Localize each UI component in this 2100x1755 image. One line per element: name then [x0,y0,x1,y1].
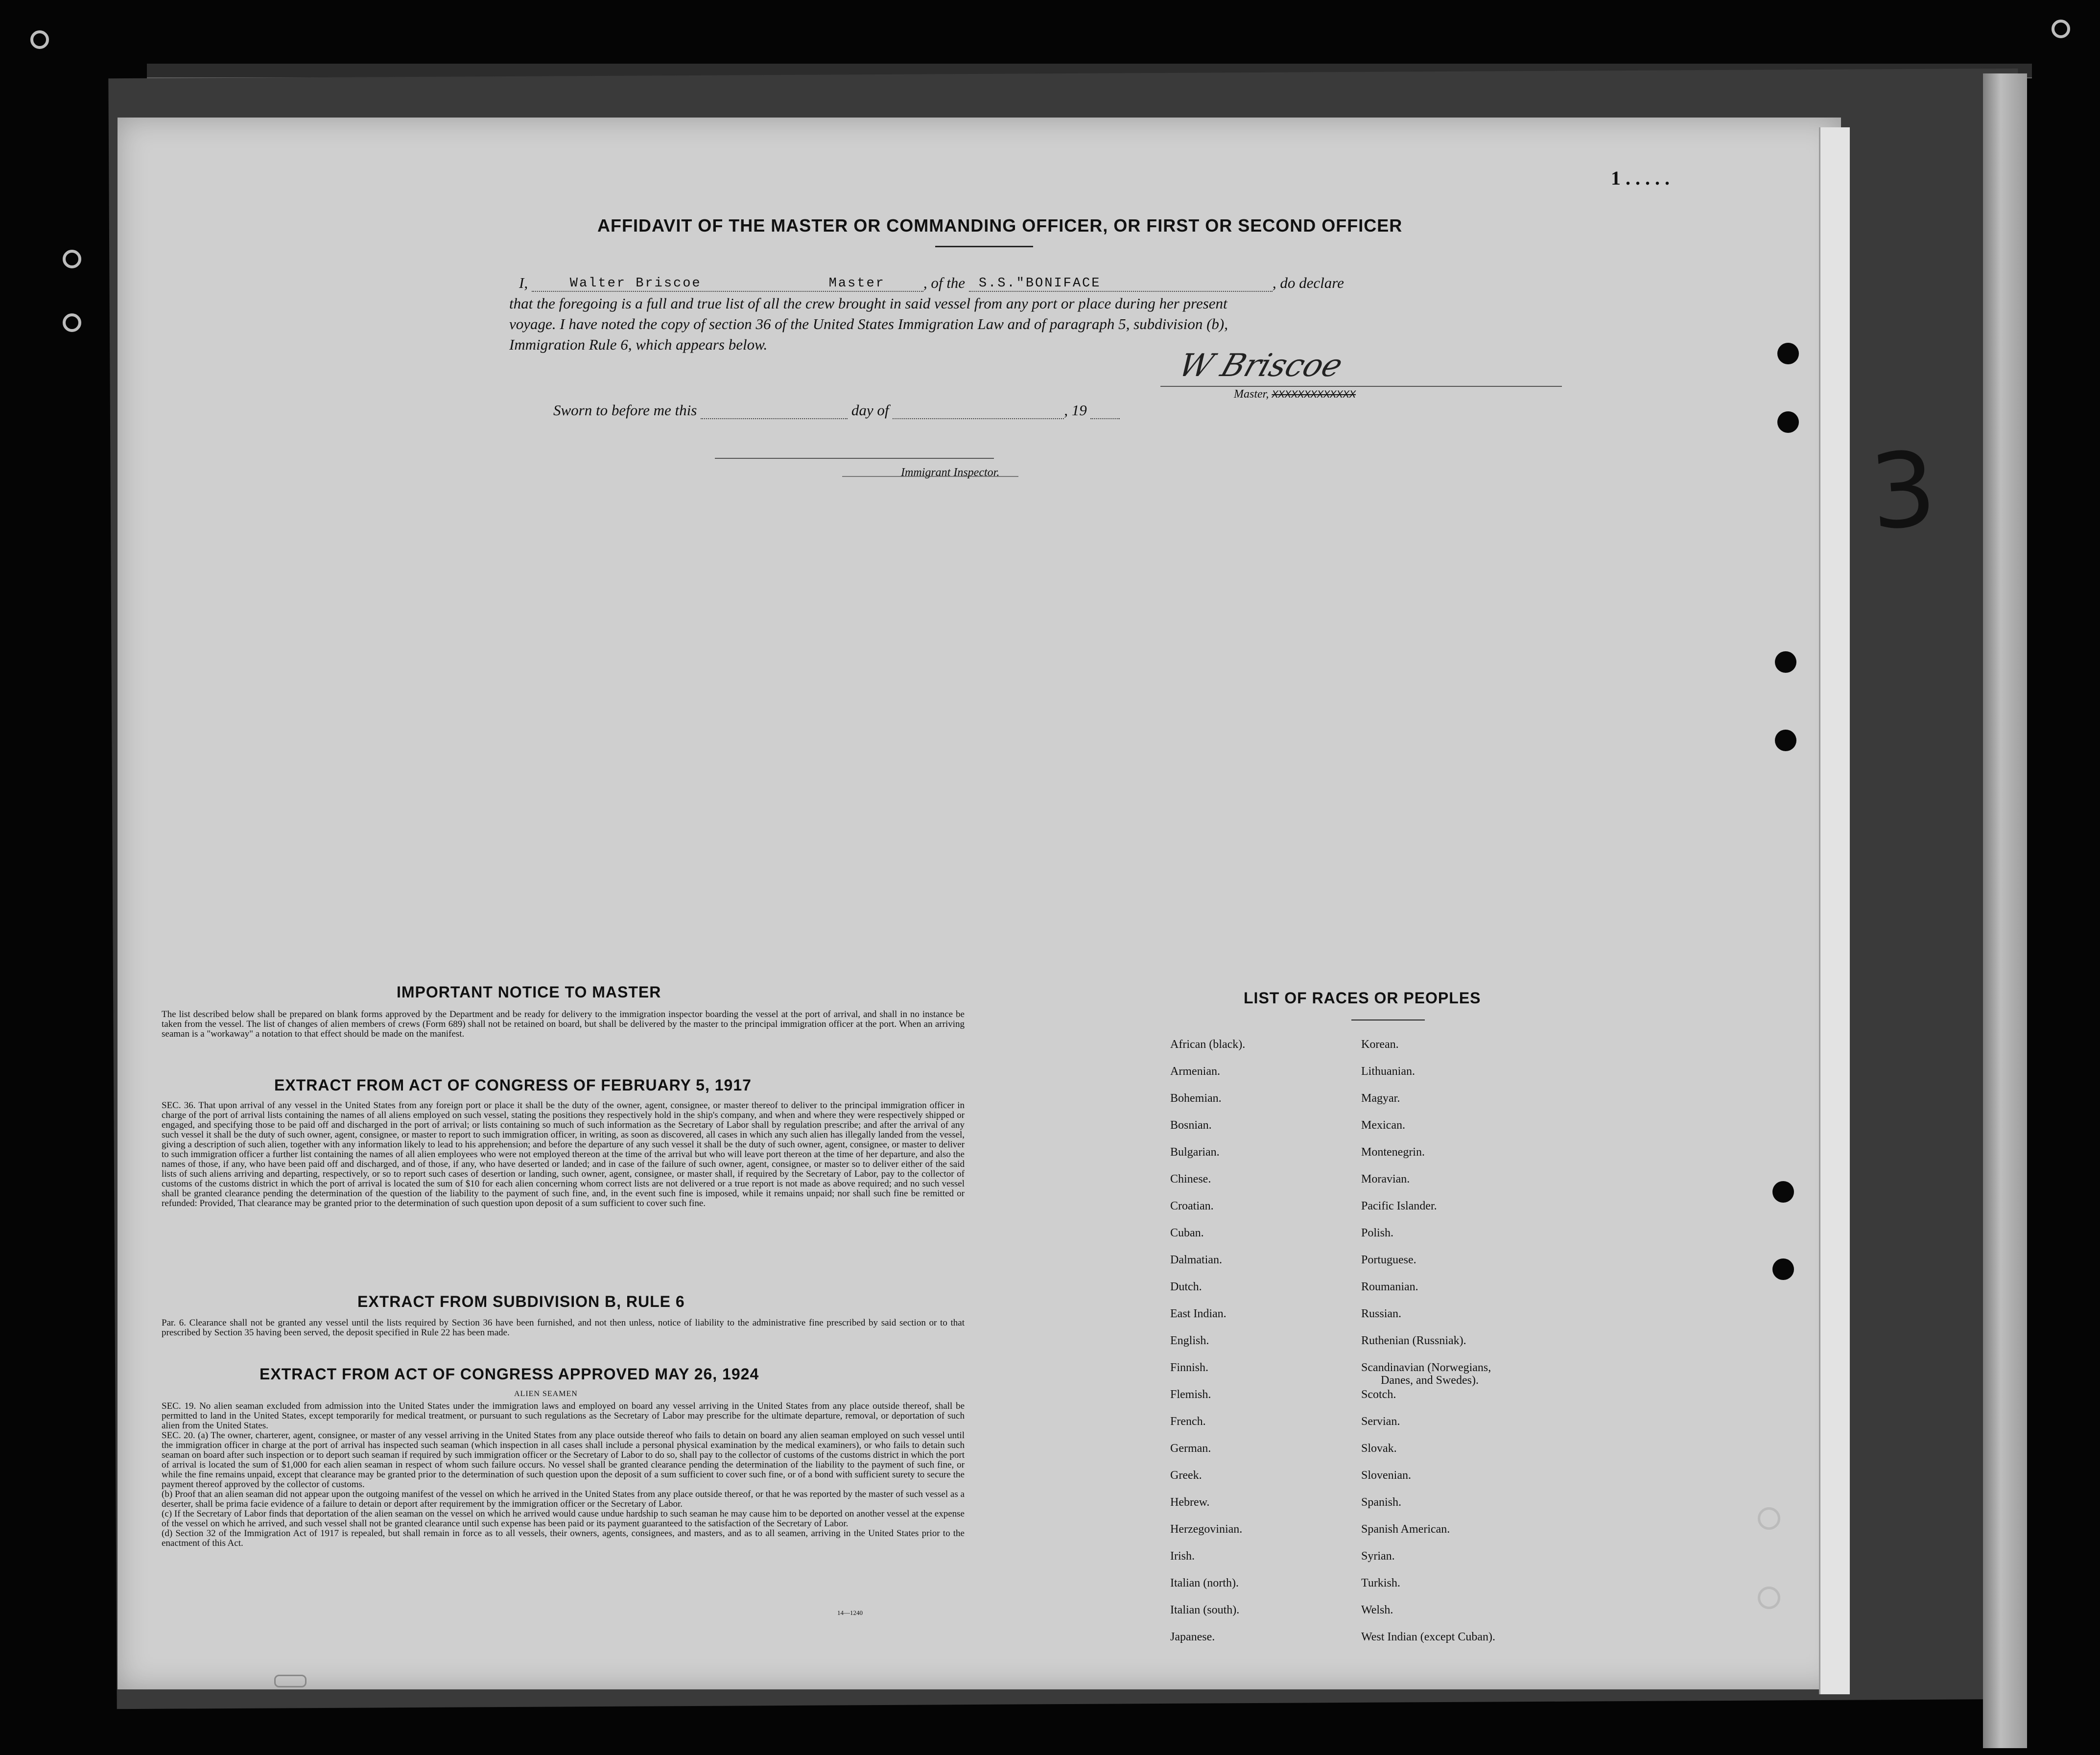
year-label: , 19 [1064,402,1087,419]
race-item: East Indian. [1170,1307,1227,1320]
affidavit-line-3: voyage. I have noted the copy of section 36 of the United States Immigration Law and of paragraph 5, subdivision (b), [509,315,1228,332]
race-item: Pacific Islander. [1361,1200,1437,1212]
races-title: LIST OF RACES OR PEOPLES [1244,989,1481,1007]
punch-hole-ring [1758,1507,1780,1530]
race-item: Slovenian. [1361,1469,1411,1482]
extract-1924-title: EXTRACT FROM ACT OF CONGRESS APPROVED MAY 26, 1924 [260,1365,759,1383]
sworn-day-field [701,418,848,419]
race-item: Bosnian. [1170,1119,1212,1132]
sworn-line [553,402,1120,419]
of-the-label: , of the [923,274,966,291]
race-item: Servian. [1361,1415,1400,1428]
race-item: Mexican. [1361,1119,1405,1132]
race-item-continued: Danes, and Swedes). [1381,1374,1479,1387]
declare-label: , do declare [1272,274,1344,291]
race-item: Spanish American. [1361,1523,1450,1536]
race-item: Italian (south). [1170,1604,1240,1616]
race-item: Herzegovinian. [1170,1523,1243,1536]
extract-1924-para: (b) Proof that an alien seaman did not appear upon the outgoing manifest of the vessel on which he arrived in the United States from any place outside thereof, or that he was reported by the master of such vessel as a deserter, shall be prima facie evidence of a failure to detain or deport after requirement by the immigration officer or the Secretary of Labor. [162,1489,965,1509]
extract-1924-body [162,1401,965,1548]
race-item: English. [1170,1334,1209,1347]
race-item: Dalmatian. [1170,1254,1222,1266]
race-item: Bohemian. [1170,1092,1222,1105]
race-item: Armenian. [1170,1065,1220,1078]
race-item: Finnish. [1170,1361,1209,1374]
sworn-month-field [893,418,1064,419]
punch-hole [1777,343,1799,364]
punch-hole [1775,651,1796,673]
race-item: Irish. [1170,1550,1195,1563]
signature-line [1160,386,1562,387]
race-item: Chinese. [1170,1173,1211,1186]
manifest-page [118,118,1940,1689]
extract-1924-para: (d) Section 32 of the Immigration Act of 1917 is repealed, but shall remain in force as to all vessels, their owners, agents, consignees, and masters, and as to all seamen, arriving in the United States prior to the enactment of this Act. [162,1528,965,1548]
race-item: Korean. [1361,1038,1399,1051]
punch-hole-ring [1758,1587,1780,1609]
race-item: Greek. [1170,1469,1202,1482]
i-label: I, [519,274,528,291]
race-item: Roumanian. [1361,1281,1418,1293]
vessel-field [969,276,1273,292]
clip-mark [274,1675,307,1687]
race-item: Lithuanian. [1361,1065,1415,1078]
affidavit-title: AFFIDAVIT OF THE MASTER OR COMMANDING OFFICER, OR FIRST OR SECOND OFFICER [597,215,1403,236]
binding-hole [2052,20,2070,38]
title-rule [935,246,1033,247]
race-item: French. [1170,1415,1206,1428]
extract-1924-para: SEC. 19. No alien seaman excluded from admission into the United States under the immigration laws and employed on board any vessel arriving in the United States from any place outside thereof, shall be permitted to land in the United States, except temporarily for medical treatment, or pursuant to such regulations as the Secretary of Labor may prescribe for the ultimate departure, removal, or deportation of such alien from the United States. [162,1401,965,1431]
punch-hole [1775,730,1796,751]
race-item: Montenegrin. [1361,1146,1425,1159]
inspector-label: Immigrant Inspector. [901,466,1000,479]
extract-1924-para: (c) If the Secretary of Labor finds that deportation of the alien seaman on the vessel on which he arrived would cause undue hardship to such seaman he may cause him to be deported on another vessel at the expense of the vessel on which he arrived, and such vessel shall not be granted clearance until such expense has been paid or its payment guaranteed to the satisfaction of the Secretary of Labor. [162,1509,965,1529]
vessel-name: S.S."BONIFACE [978,276,1101,291]
struck-title: XXXXXXXXXXXXX [1272,389,1356,401]
notice-text: The list described below shall be prepared on blank forms approved by the Department and be ready for delivery to the immigration inspector boarding the vessel at the port of arrival, and shall in no instance be taken from the vessel. The list of changes of alien members of crews (Form 689) shall not be retained on board, but shall be delivered by the master to the principal immigration officer at the port. When an arriving seaman is a "workaway" a notation to that effect should be made on the manifest. [162,1009,965,1039]
race-item: Ruthenian (Russniak). [1361,1334,1466,1347]
race-item: Magyar. [1361,1092,1400,1105]
affidavit-line-4: Immigration Rule 6, which appears below. [509,336,768,353]
race-item: Moravian. [1361,1173,1410,1186]
punch-hole [1777,411,1799,433]
declarant-field [532,276,923,292]
race-item: Flemish. [1170,1388,1211,1401]
affidavit-line-1 [519,274,1344,292]
race-item: Croatian. [1170,1200,1214,1212]
declarant-rank: Master [828,276,885,291]
subdivision-b-text: Par. 6. Clearance shall not be granted any vessel until the lists required by Section 36 have been furnished, and not then unless, notice of liability to the administrative fine prescribed by said section or to that prescribed by Section 35 having been served, the deposit specified in Rule 22 has been made. [162,1318,965,1338]
race-item: Portuguese. [1361,1254,1416,1266]
handwritten-page-number: 3 [1866,428,1940,553]
sworn-label: Sworn to before me this [553,402,697,419]
corner-mark: 1 . . . . . [1611,167,1670,189]
race-item: Cuban. [1170,1227,1204,1239]
binding-hole [63,313,81,332]
race-item: German. [1170,1442,1211,1455]
affidavit-line-2: that the foregoing is a full and true list of all the crew brought in said vessel from any port or place during her present [509,295,1227,312]
extract-1924-para: SEC. 20. (a) The owner, charterer, agent, consignee, or master of any vessel arriving in the United States from any place outside thereof who fails to detain on board any alien seaman employed on such vessel until the immigration officer in charge at the port of arrival has inspected such seaman (which inspection in all cases shall include a personal physical examination by the medical examiners), or who fails to detain such seaman on board after such inspection or to deport such seaman if required by such immigration officer or the Secretary of Labor to do so, shall pay to the collector of customs of the customs district in which the port of arrival is located the sum of $1,000 for each alien seaman in respect of whom such failure occurs. No vessel shall be granted clearance pending the determination of the liability to the payment of such fine, or while the fine remains unpaid, except that clearance may be granted prior to the determination of such question upon the deposit of a sum sufficient to cover such fine, or of a bond with sufficient surety to secure the payment thereof approved by the collector of customs. [162,1430,965,1490]
signature-caption-text: Master, [1234,388,1272,401]
subdivision-b-title: EXTRACT FROM SUBDIVISION B, RULE 6 [357,1293,685,1310]
extract-1917-title: EXTRACT FROM ACT OF CONGRESS OF FEBRUARY 5, 1917 [274,1076,752,1094]
race-item: Scotch. [1361,1388,1396,1401]
binding-hole [63,250,81,268]
race-item: Slovak. [1361,1442,1397,1455]
race-item: Dutch. [1170,1281,1202,1293]
race-item: Bulgarian. [1170,1146,1220,1159]
race-item: Russian. [1361,1307,1402,1320]
race-item: Hebrew. [1170,1496,1210,1509]
alien-seamen-subtitle: ALIEN SEAMEN [514,1390,578,1398]
form-number: 14—1240 [837,1609,863,1616]
race-item: Italian (north). [1170,1577,1239,1589]
punch-hole [1772,1258,1794,1280]
race-item: Polish. [1361,1227,1394,1239]
master-signature: W Briscoe [1174,348,1347,384]
binding-hole [30,30,49,49]
underlying-sheet-edge [1819,127,1850,1694]
notice-title: IMPORTANT NOTICE TO MASTER [397,983,661,1001]
race-item: Welsh. [1361,1604,1393,1616]
race-item: Turkish. [1361,1577,1400,1589]
signature-caption [1234,388,1356,401]
race-item: Syrian. [1361,1550,1395,1563]
extract-1917-text: SEC. 36. That upon arrival of any vessel in the United States from any foreign port or place it shall be the duty of the owner, agent, consignee, or master thereof to deliver to the principal immigration officer in charge of the port of arrival lists containing the names of all aliens employed on such vessel, stating the positions they respectively hold in the ship's company, and when and where they were respectively shipped or engaged, and specifying those to be paid off and discharged in the port of arrival; or lists containing so much of such information as the Secretary of Labor shall by regulation prescribe; and after the arrival of any such vessel it shall be the duty of such owner, agent, consignee, or master to report to such immigration officer, in writing, as soon as discovered, all cases in which any such alien has illegally landed from the vessel, giving a description of such alien, together with any information likely to lead to his apprehension; and before the departure of any such vessel it shall be the duty of such owner, agent, consignee, or master to deliver to such immigration officer a further list containing the names of all alien employees who were not employed thereon at the time of the arrival but who will leave port thereon at the time of her departure, and also the names of those, if any, who have been paid off and discharged, and of those, if any, who have deserted or landed; and in case of the failure of such owner, agent, consignee, or master so to deliver either of the said lists of such aliens arriving and departing, respectively, or so to report such cases of desertion or landing, such owner, agent, consignee, or master shall, if required by the Secretary of Labor, pay to the collector of customs of the customs district in which the port of arrival is located the sum of $10 for each alien concerning whom correct lists are not delivered or a true report is not made as above required; and no such vessel shall be granted clearance pending the determination of the question of the liability to the payment of such fine, and, in the event such fine is imposed, while it remains unpaid; nor shall such fine be remitted or refunded: Provided, That clearance may be granted prior to the determination of such question upon deposit of a sum sufficient to cover such fine. [162,1100,965,1209]
race-item: African (black). [1170,1038,1246,1051]
day-of-label: day of [851,402,889,419]
sworn-year-field [1090,418,1120,419]
race-item: West Indian (except Cuban). [1361,1631,1495,1643]
page-edge-strip [1983,73,2027,1748]
inspector-signature-line [715,458,994,459]
race-item: Japanese. [1170,1631,1215,1643]
race-item: Spanish. [1361,1496,1402,1509]
race-item: Scandinavian (Norwegians, [1361,1361,1491,1374]
declarant-name: Walter Briscoe [569,276,702,291]
punch-hole [1772,1181,1794,1203]
